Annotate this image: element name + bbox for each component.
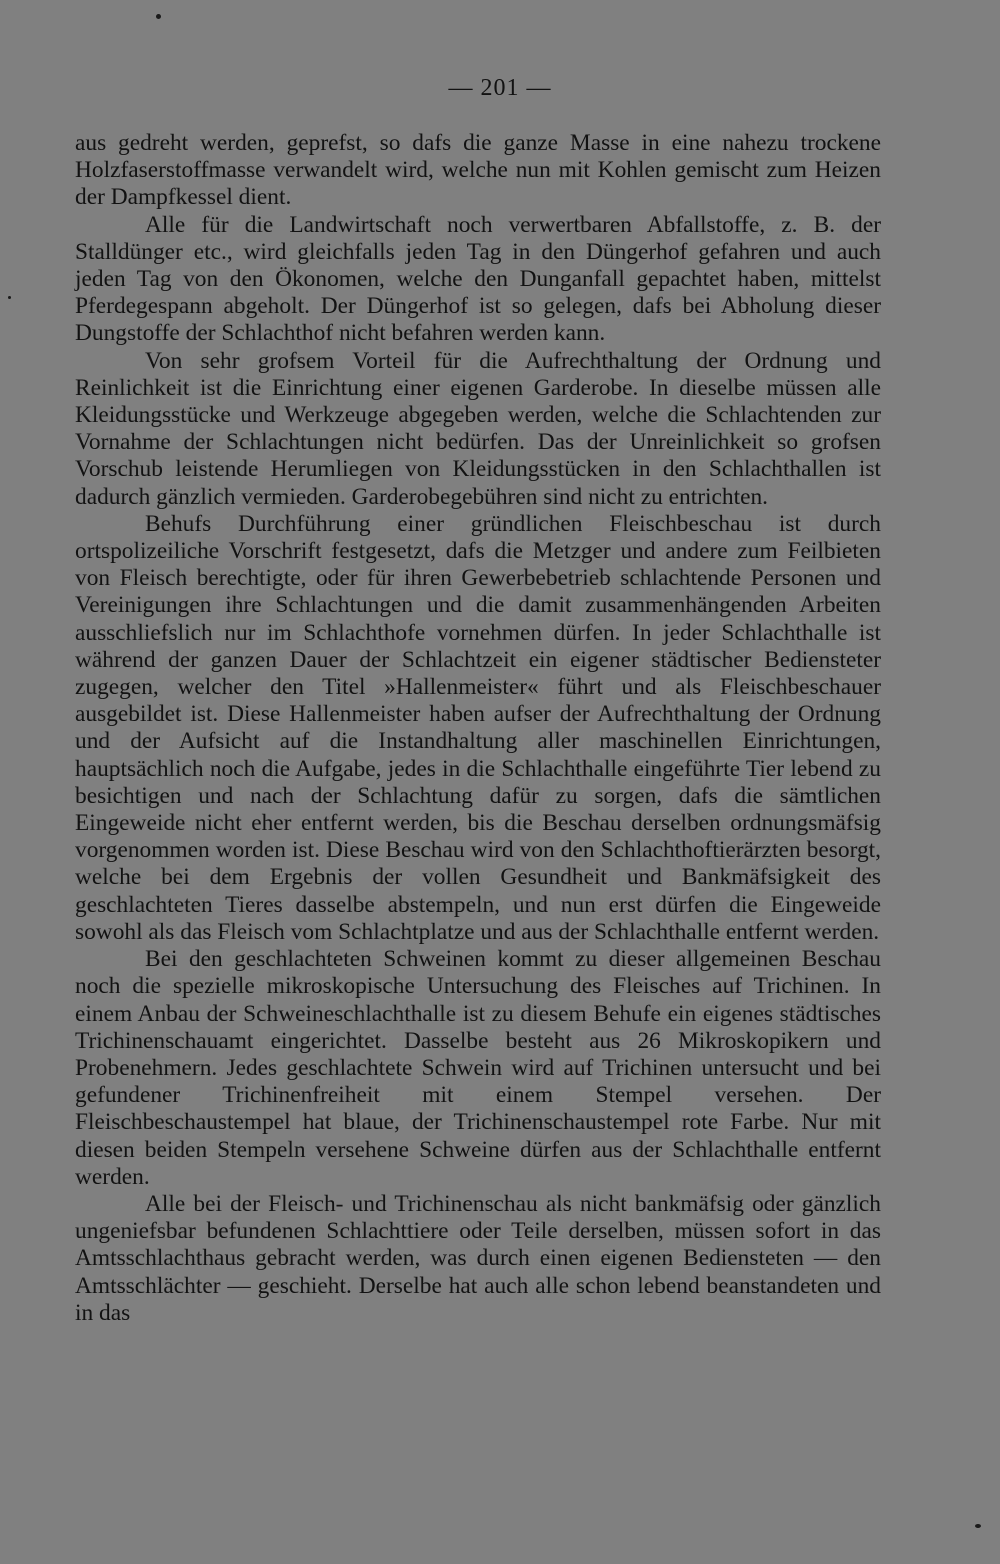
paragraph-2: Alle für die Landwirtschaft noch verwertbaren Abfallstoffe, z. B. der Stalldünger etc., wird gleichfalls jeden Tag in den Düngerhof gefahren und auch jeden Tag von den Ökonomen, welche den Dunganfall gepachtet haben, mittelst Pferdegespann abgeholt. Der Düngerhof ist so gelegen, dafs bei Abholung dieser Dungstoffe der Schlachthof nicht befahren werden kann.	[75, 211, 881, 347]
paragraph-5: Bei den geschlachteten Schweinen kommt zu dieser allgemeinen Beschau noch die spezielle mikroskopische Untersuchung des Fleisches auf Trichinen. In einem Anbau der Schweineschlachthalle ist zu diesem Behufe ein eigenes städtisches Trichinenschauamt eingerichtet. Dasselbe besteht aus 26 Mikroskopikern und Probenehmern. Jedes geschlachtete Schwein wird auf Trichinen untersucht und bei gefundener Trichinenfreiheit mit einem Stempel versehen. Der Fleischbeschaustempel hat blaue, der Trichinenschaustempel rote Farbe. Nur mit diesen beiden Stempeln versehene Schweine dürfen aus der Schlachthalle entfernt werden.	[75, 946, 881, 1190]
paragraph-4: Behufs Durchführung einer gründlichen Fleischbeschau ist durch ortspolizeiliche Vorschrift festgesetzt, dafs die Metzger und andere zum Feilbieten von Fleisch berechtigte, oder für ihren Gewerbebetrieb schlachtende Personen und Vereinigungen ihre Schlachtungen und die damit zusammenhängenden Arbeiten ausschliefslich nur im Schlachthofe vornehmen dürfen. In jeder Schlachthalle ist während der ganzen Dauer der Schlachtzeit ein eigener städtischer Bediensteter zugegen, welcher den Titel »Hallenmeister« führt und als Fleischbeschauer ausgebildet ist. Diese Hallenmeister haben aufser der Aufrechthaltung der Ordnung und der Aufsicht auf die Instandhaltung aller maschinellen Einrichtungen, hauptsächlich noch die Aufgabe, jedes in die Schlachthalle eingeführte Tier lebend zu besichtigen und nach der Schlachtung dafür zu sorgen, dafs die sämtlichen Eingeweide nicht eher entfernt werden, bis die Beschau derselben ordnungsmäfsig vorgenommen worden ist. Diese Beschau wird von den Schlachthoftierärzten besorgt, welche bei dem Ergebnis der vollen Gesundheit und Bankmäfsigkeit des geschlachteten Tieres dasselbe abstempeln, und nun erst dürfen die Eingeweide sowohl als das Fleisch vom Schlachtplatze und aus der Schlachthalle entfernt werden.	[75, 510, 881, 945]
paragraph-6: Alle bei der Fleisch- und Trichinenschau als nicht bankmäfsig oder gänzlich ungeniefsbar befundenen Schlachttiere oder Teile derselben, müssen sofort in das Amtsschlachthaus gebracht werden, was durch einen eigenen Bediensteten — den Amtsschlächter — geschieht. Derselbe hat auch alle schon lebend beanstandeten und in das	[75, 1190, 881, 1326]
paragraph-1: aus gedreht werden, geprefst, so dafs die ganze Masse in eine nahezu trockene Holzfaserstoffmasse verwandelt wird, welche nun mit Kohlen gemischt zum Heizen der Dampfkessel dient.	[75, 130, 881, 211]
body-text	[75, 130, 881, 1327]
scan-speck	[8, 296, 11, 299]
page-number: — 201 —	[448, 75, 552, 101]
paragraph-3: Von sehr grofsem Vorteil für die Aufrechthaltung der Ordnung und Reinlichkeit ist die Einrichtung einer eigenen Garderobe. In dieselbe müssen alle Kleidungsstücke und Werkzeuge abgegeben werden, welche die Schlachtenden zur Vornahme der Schlachtungen nicht bedürfen. Das der Unreinlichkeit so grofsen Vorschub leistende Herumliegen von Kleidungsstücken in den Schlachthallen ist dadurch gänzlich vermieden. Garderobegebühren sind nicht zu entrichten.	[75, 347, 881, 510]
scan-speck	[156, 14, 161, 19]
scan-speck	[975, 1524, 981, 1528]
